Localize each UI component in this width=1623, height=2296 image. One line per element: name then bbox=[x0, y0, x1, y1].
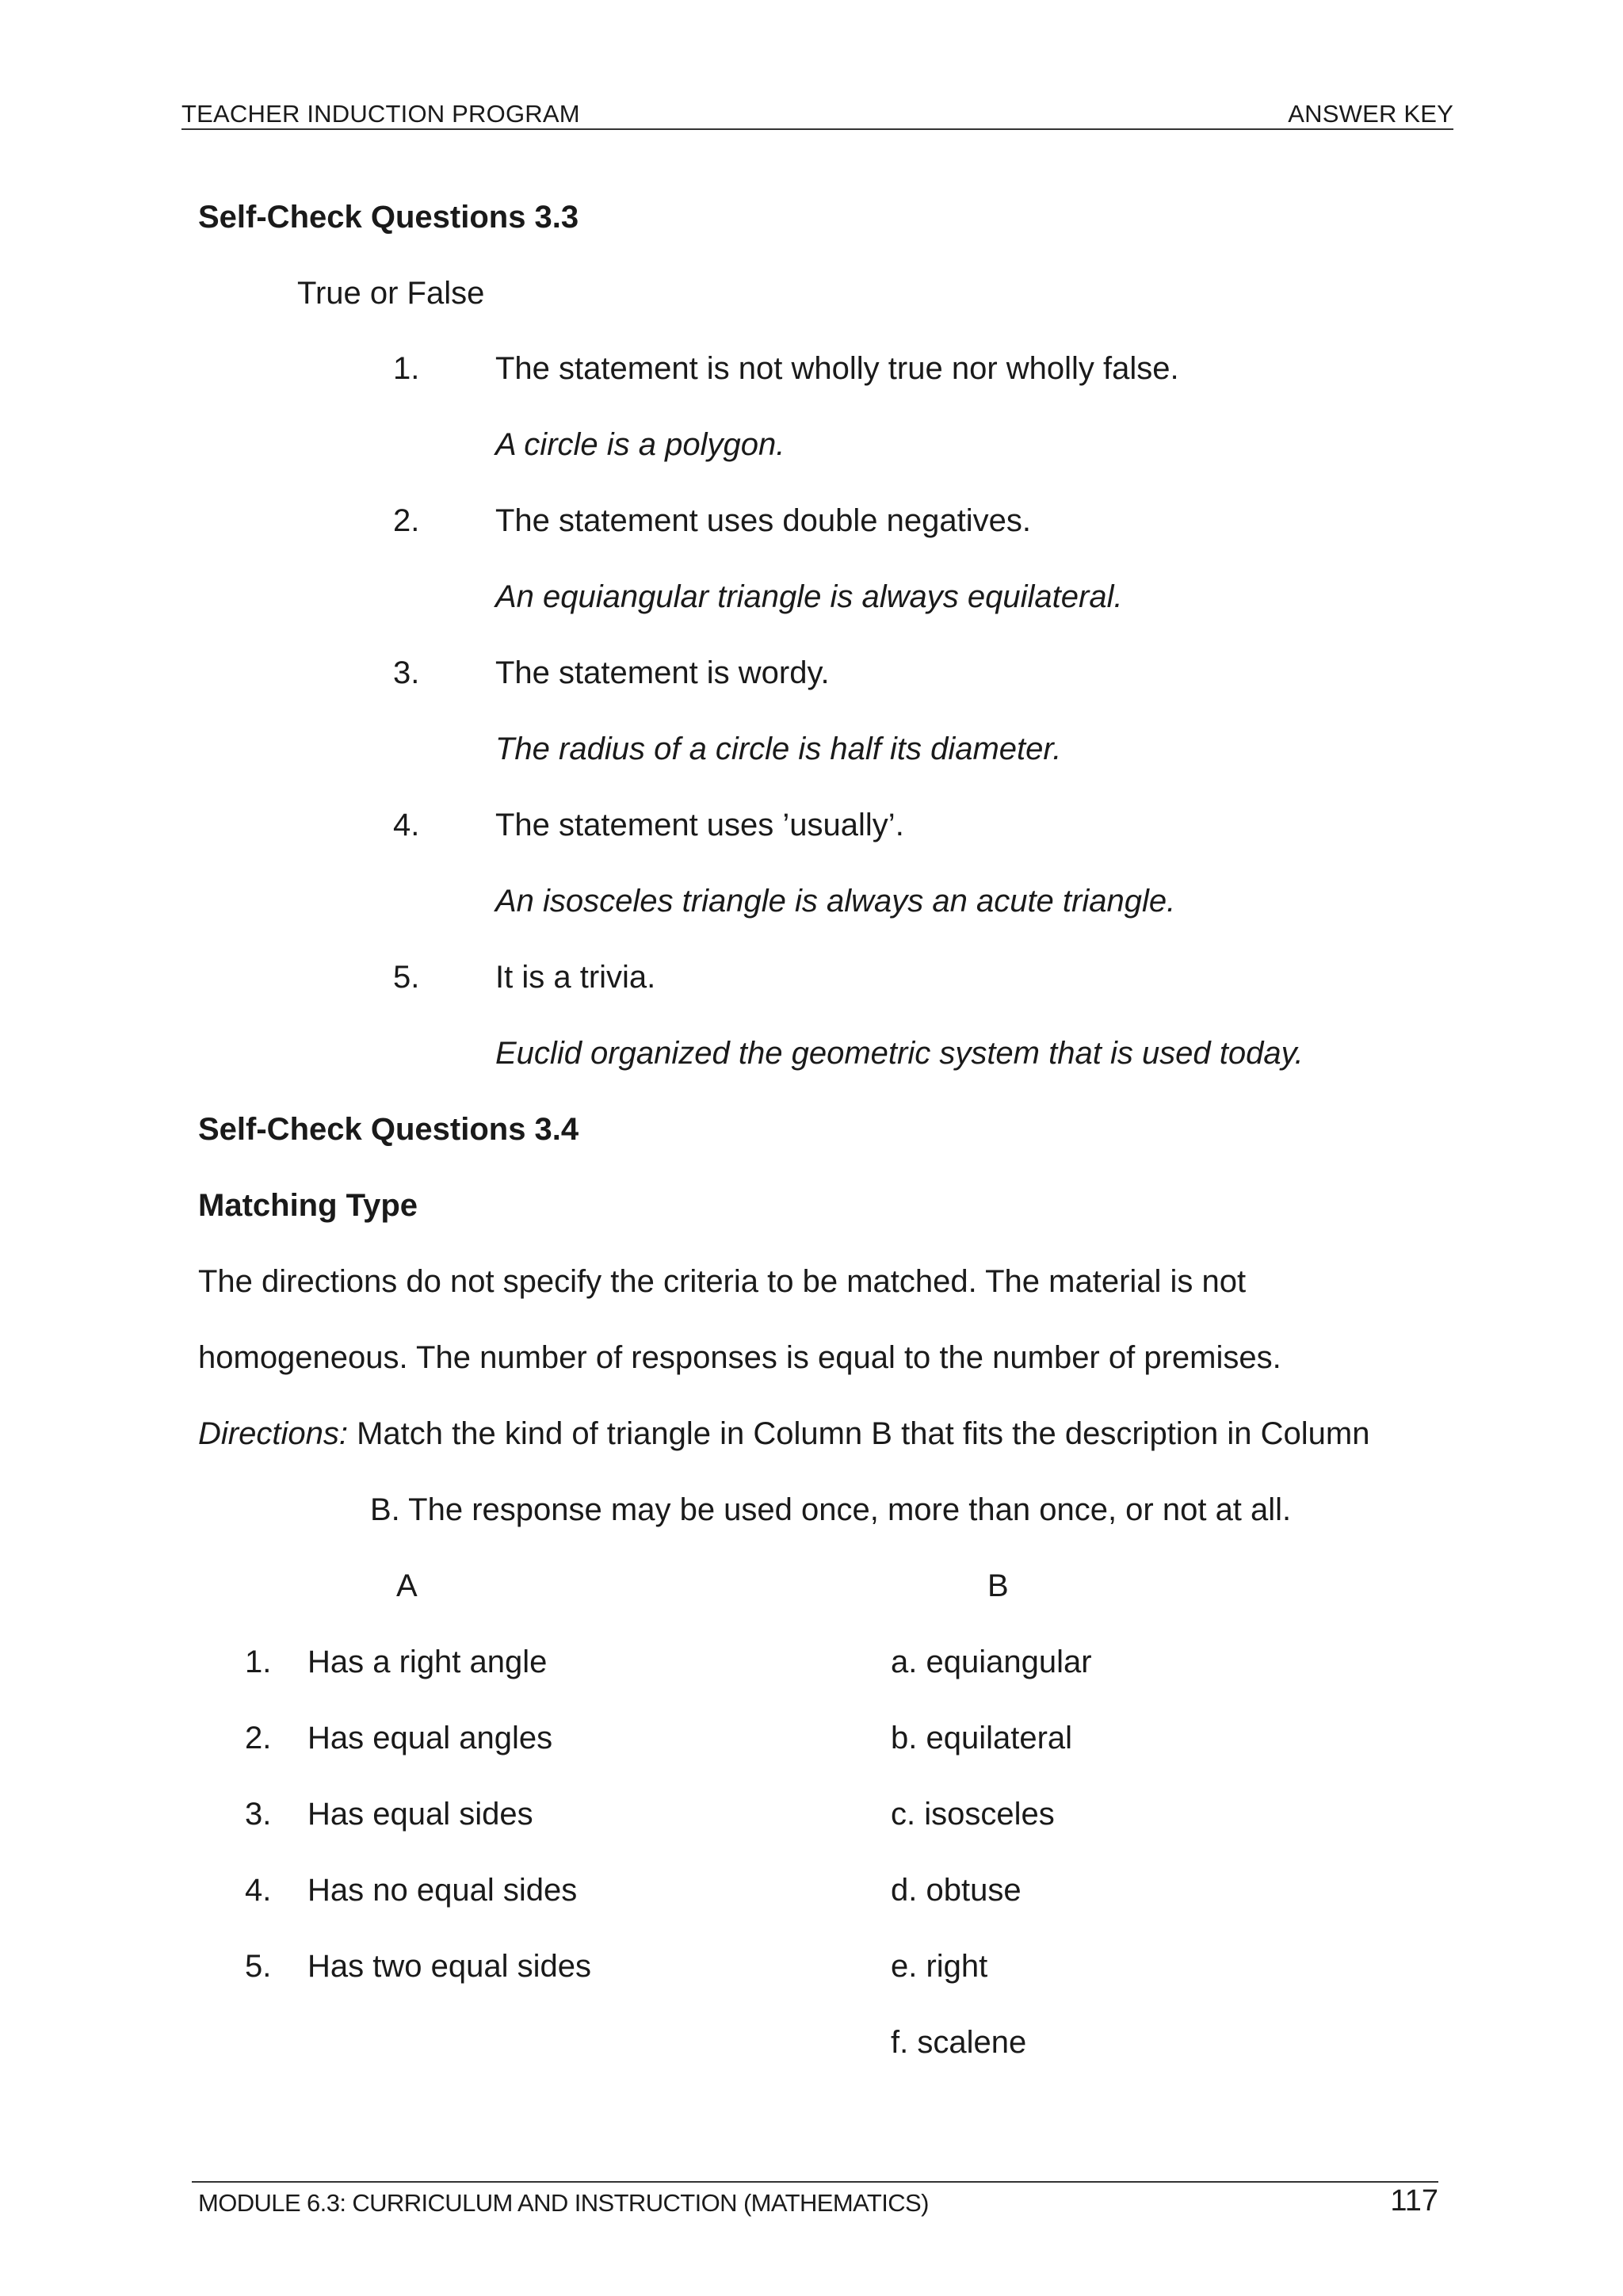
premise-5-text: Has two equal sides bbox=[307, 1949, 591, 1984]
response-b: b. equilateral bbox=[891, 1721, 1073, 1755]
premise-4-text: Has no equal sides bbox=[307, 1873, 578, 1908]
item-2-reason: The statement uses double negatives. bbox=[495, 503, 1031, 538]
premise-5-number: 5. bbox=[245, 1949, 272, 1984]
response-f: f. scalene bbox=[891, 2025, 1027, 2060]
premise-3-number: 3. bbox=[245, 1797, 272, 1832]
paragraph-line-2: homogeneous. The number of responses is equal to the number of premises. bbox=[198, 1340, 1281, 1375]
premise-2-text: Has equal angles bbox=[307, 1721, 553, 1755]
directions-line-2: B. The response may be used once, more than once, or not at all. bbox=[370, 1492, 1292, 1527]
item-3-reason: The statement is wordy. bbox=[495, 655, 830, 690]
column-a-header: A bbox=[396, 1568, 418, 1603]
response-e: e. right bbox=[891, 1949, 988, 1984]
item-2-example: An equiangular triangle is always equilateral. bbox=[495, 579, 1123, 614]
response-a: a. equiangular bbox=[891, 1645, 1092, 1679]
item-1-example: A circle is a polygon. bbox=[495, 427, 785, 462]
item-1-reason: The statement is not wholly true nor wholly false. bbox=[495, 351, 1179, 386]
item-5-number: 5. bbox=[393, 960, 420, 995]
section-3-4-title: Self-Check Questions 3.4 bbox=[198, 1112, 579, 1147]
paragraph-line-1: The directions do not specify the criteria to be matched. The material is not bbox=[198, 1264, 1247, 1299]
premise-3-text: Has equal sides bbox=[307, 1797, 533, 1832]
item-4-reason: The statement uses ’usually’. bbox=[495, 808, 904, 842]
response-c: c. isosceles bbox=[891, 1797, 1055, 1832]
item-1-number: 1. bbox=[393, 351, 420, 386]
footer-rule bbox=[192, 2181, 1438, 2183]
section-3-3-subtitle: True or False bbox=[297, 276, 485, 311]
item-4-number: 4. bbox=[393, 808, 420, 842]
directions-label: Directions: bbox=[198, 1416, 348, 1451]
premise-4-number: 4. bbox=[245, 1873, 272, 1908]
footer-module-title: MODULE 6.3: CURRICULUM AND INSTRUCTION (MATHEMATICS) bbox=[198, 2189, 929, 2217]
header-answer-key: ANSWER KEY bbox=[1288, 100, 1453, 128]
item-4-example: An isosceles triangle is always an acute triangle. bbox=[495, 884, 1176, 919]
item-5-example: Euclid organized the geometric system that is used today. bbox=[495, 1036, 1304, 1071]
page-number: 117 bbox=[1390, 2184, 1438, 2218]
item-5-reason: It is a trivia. bbox=[495, 960, 656, 995]
section-3-3-title: Self-Check Questions 3.3 bbox=[198, 200, 579, 235]
item-3-example: The radius of a circle is half its diameter. bbox=[495, 732, 1062, 766]
header-rule bbox=[181, 128, 1453, 130]
response-d: d. obtuse bbox=[891, 1873, 1022, 1908]
premise-1-number: 1. bbox=[245, 1645, 272, 1679]
section-3-4-subtitle: Matching Type bbox=[198, 1188, 418, 1223]
header-program-title: TEACHER INDUCTION PROGRAM bbox=[181, 100, 580, 128]
directions-line-1 bbox=[198, 1415, 1369, 1453]
premise-2-number: 2. bbox=[245, 1721, 272, 1755]
item-2-number: 2. bbox=[393, 503, 420, 538]
item-3-number: 3. bbox=[393, 655, 420, 690]
premise-1-text: Has a right angle bbox=[307, 1645, 548, 1679]
directions-text: Match the kind of triangle in Column B that fits the description in Column bbox=[347, 1416, 1370, 1451]
column-b-header: B bbox=[987, 1568, 1009, 1603]
